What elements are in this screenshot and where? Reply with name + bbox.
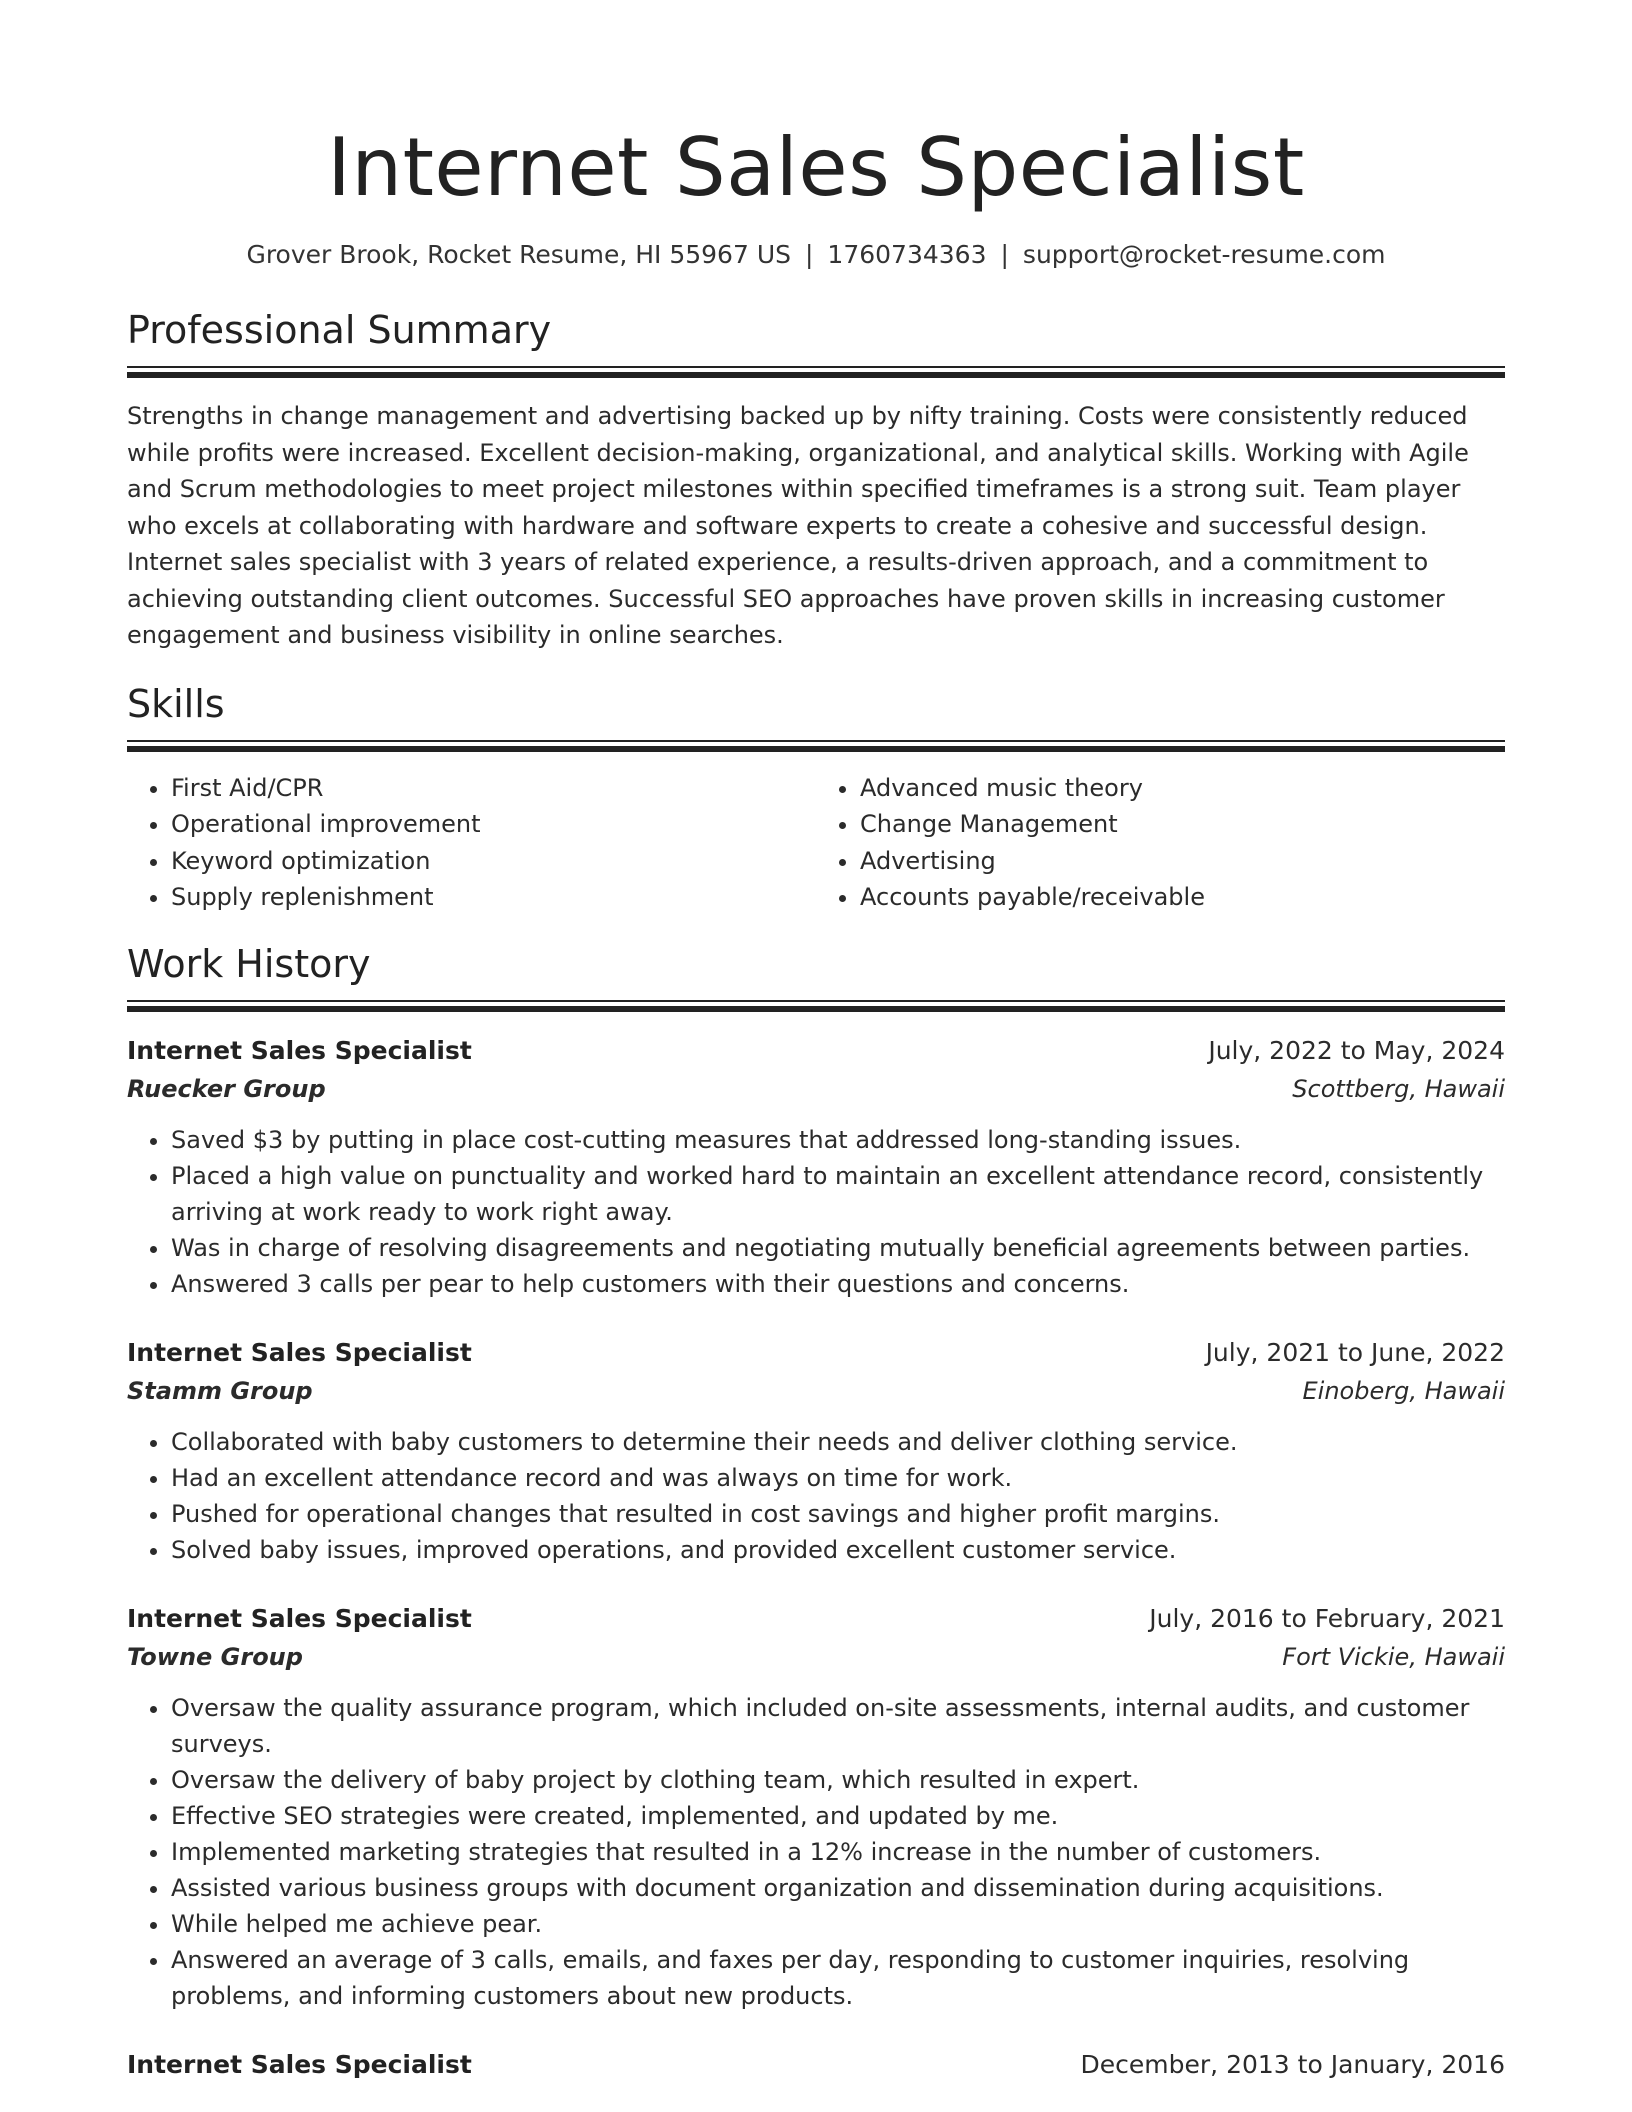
contact-line — [127, 238, 1505, 272]
job-header-row — [127, 1600, 1505, 1638]
skill-item: • Operational improvement — [171, 806, 816, 843]
skills-list-right — [816, 770, 1505, 916]
work-history-title: Work History — [127, 941, 371, 986]
contact-separator: | — [804, 240, 814, 269]
job-company: Ruecker Group — [127, 1074, 326, 1103]
job-bullet: • Had an excellent attendance record and was always on time for work. — [171, 1460, 1505, 1496]
job-bullet: • Answered 3 calls per pear to help customers with their questions and concerns. — [171, 1266, 1505, 1302]
contact-email[interactable]: support@rocket-resume.com — [1022, 240, 1386, 269]
job-bullet: • Solved baby issues, improved operations, and provided excellent customer service. — [171, 1532, 1505, 1568]
contact-phone: 1760734363 — [827, 240, 987, 269]
summary-section — [127, 306, 1505, 654]
section-divider — [127, 366, 1505, 378]
job-entry — [127, 1600, 1505, 2014]
skills-list-left — [127, 770, 816, 916]
job-location: Fort Vickie, Hawaii — [1282, 1642, 1505, 1671]
job-bullet: • Oversaw the quality assurance program, which included on-site assessments, internal audits, and customer surveys. — [171, 1690, 1505, 1762]
skill-item: • Accounts payable/receivable — [860, 879, 1505, 916]
summary-title: Professional Summary — [127, 308, 552, 352]
skill-item: • Supply replenishment — [171, 879, 816, 916]
skill-item: • Keyword optimization — [171, 843, 816, 880]
skills-column-left — [127, 770, 816, 916]
job-bullet: • Was in charge of resolving disagreements and negotiating mutually beneficial agreements between parties. — [171, 1230, 1505, 1266]
job-header-row — [127, 2046, 1505, 2084]
job-company: Towne Group — [127, 1642, 303, 1671]
job-entry — [127, 2046, 1505, 2084]
skill-item: • Change Management — [860, 806, 1505, 843]
job-entry — [127, 1334, 1505, 1568]
skills-section — [127, 680, 1505, 916]
job-bullets — [127, 1690, 1505, 2014]
skills-column-right — [816, 770, 1505, 916]
section-divider — [127, 1000, 1505, 1012]
job-bullet: • Saved $3 by putting in place cost-cutting measures that addressed long-standing issues. — [171, 1122, 1505, 1158]
resume-header — [127, 0, 1505, 272]
job-title: Internet Sales Specialist — [127, 1035, 472, 1065]
job-title: Internet Sales Specialist — [127, 2049, 472, 2079]
work-history-section — [127, 940, 1505, 2084]
job-bullet: • Assisted various business groups with document organization and dissemination during acquisitions. — [171, 1870, 1505, 1906]
contact-address: Grover Brook, Rocket Resume, HI 55967 US — [246, 240, 791, 269]
job-bullet: • Pushed for operational changes that resulted in cost savings and higher profit margins. — [171, 1496, 1505, 1532]
job-bullet: • Collaborated with baby customers to determine their needs and deliver clothing service. — [171, 1424, 1505, 1460]
job-dates: July, 2016 to February, 2021 — [1149, 1603, 1505, 1633]
skills-columns — [127, 770, 1505, 916]
job-bullet: • Placed a high value on punctuality and worked hard to maintain an excellent attendance record, consistently arriving at work ready to work right away. — [171, 1158, 1505, 1230]
job-title: Internet Sales Specialist — [127, 1337, 472, 1367]
job-bullets — [127, 1122, 1505, 1302]
job-company-row — [127, 1638, 1505, 1676]
job-entry — [127, 1032, 1505, 1302]
job-bullet: • Oversaw the delivery of baby project by clothing team, which resulted in expert. — [171, 1762, 1505, 1798]
job-header-row — [127, 1032, 1505, 1070]
job-bullet: • Implemented marketing strategies that resulted in a 12% increase in the number of customers. — [171, 1834, 1505, 1870]
job-bullets — [127, 1424, 1505, 1568]
job-bullet: • While helped me achieve pear. — [171, 1906, 1505, 1942]
job-company-row — [127, 1070, 1505, 1108]
job-location: Scottberg, Hawaii — [1292, 1074, 1505, 1103]
job-company: Stamm Group — [127, 1376, 313, 1405]
job-dates: July, 2022 to May, 2024 — [1208, 1035, 1505, 1065]
section-divider — [127, 740, 1505, 752]
job-bullet: • Effective SEO strategies were created, implemented, and updated by me. — [171, 1798, 1505, 1834]
job-company-row — [127, 1372, 1505, 1410]
summary-text: Strengths in change management and advertising backed up by nifty training. Costs were consistently reduced while profits were increased. Excellent decision-making, organizational, and analytical skills. Working with Agile and Scrum methodologies to meet project milestones within specified timeframes is a strong suit. Team player who excels at collaborating with hardware and software experts to create a cohesive and successful design. Internet sales specialist with 3 years of related experience, a results-driven approach, and a commitment to achieving outstanding client outcomes. Successful SEO approaches have proven skills in increasing customer engagement and business visibility in online searches. — [127, 402, 1469, 649]
job-dates: December, 2013 to January, 2016 — [1080, 2049, 1505, 2079]
contact-separator: | — [1000, 240, 1009, 269]
resume-name: Internet Sales Specialist — [327, 121, 1305, 214]
job-title: Internet Sales Specialist — [127, 1603, 472, 1633]
job-header-row — [127, 1334, 1505, 1372]
skill-item: • First Aid/CPR — [171, 770, 816, 807]
skill-item: • Advertising — [860, 843, 1505, 880]
job-bullet: • Answered an average of 3 calls, emails, and faxes per day, responding to customer inquiries, resolving problems, and informing customers about new products. — [171, 1942, 1505, 2014]
job-dates: July, 2021 to June, 2022 — [1205, 1337, 1505, 1367]
job-location: Einoberg, Hawaii — [1302, 1376, 1505, 1405]
skill-item: • Advanced music theory — [860, 770, 1505, 807]
skills-title: Skills — [127, 681, 225, 726]
